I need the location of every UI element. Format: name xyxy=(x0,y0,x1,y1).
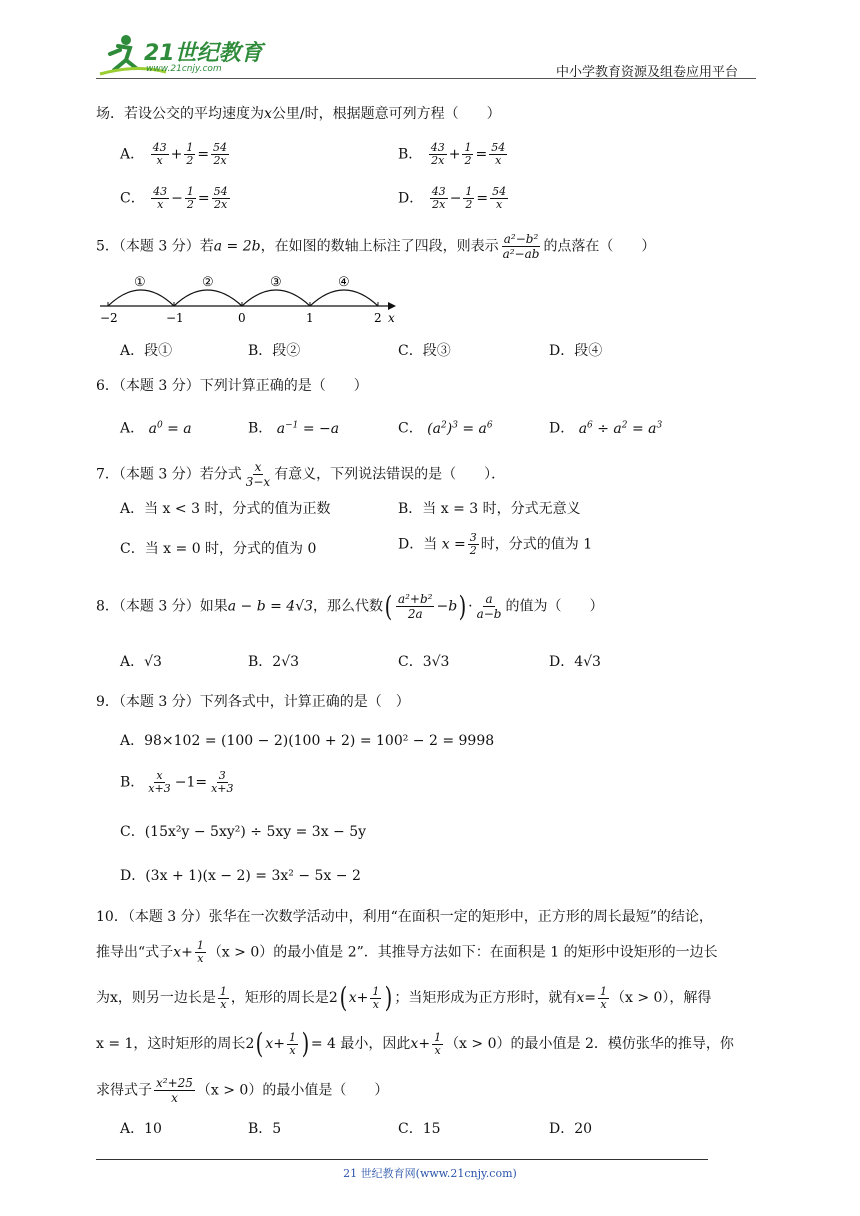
q10-option-a[interactable]: A．10 xyxy=(120,1121,162,1137)
number-line-diagram xyxy=(96,268,406,328)
q9-option-a[interactable]: A．98×102 = (100 − 2)(100 + 2) = 100² − 2 = 9998 xyxy=(120,733,495,749)
segment-4-label: ④ xyxy=(338,275,350,290)
segment-3-label: ③ xyxy=(270,275,282,290)
footer-text[interactable]: 21 世纪教育网(www.21cnjy.com) xyxy=(343,1167,517,1180)
site-logo xyxy=(96,30,266,80)
q5-option-c[interactable]: C．段③ xyxy=(398,343,451,359)
logo-url: www.21cnjy.com xyxy=(146,64,222,74)
q5-option-b[interactable]: B．段② xyxy=(248,343,301,359)
q10-line-5: 求得式子 $\frac{\text{x²+25}}{x}$ （x > 0）的最小值是（ ） xyxy=(96,1076,389,1105)
q6-stem: 6．（本题 3 分）下列计算正确的是（ ） xyxy=(96,378,368,394)
q4-stem: 场．若设公交的平均速度为x公里/时，根据题意可列方程（ ） xyxy=(96,106,501,122)
q7-option-a[interactable]: A．当 x < 3 时，分式的值为正数 xyxy=(120,501,331,517)
tick-label: 1 xyxy=(306,311,314,325)
q4-option-b[interactable]: B． $\frac{43}{2x}$ + $\frac{1}{2}$ = $\frac{54}{x}$ xyxy=(398,141,506,167)
tick-label: 0 xyxy=(238,311,246,325)
footer-divider xyxy=(96,1159,708,1160)
q8-option-c[interactable]: C．3√3 xyxy=(398,654,450,670)
q6-option-a[interactable]: A． $a^0 = a$ xyxy=(120,420,192,437)
q9-option-c[interactable]: C．(15x²y − 5xy²) ÷ 5xy = 3x − 5y xyxy=(120,824,367,840)
segment-2-label: ② xyxy=(202,275,214,290)
q6-option-c[interactable]: C． $(a^2)^3 = a^6$ xyxy=(398,420,493,437)
q6-option-b[interactable]: B． $a^{-1} = -a$ xyxy=(248,420,340,437)
tick-label: 2 xyxy=(374,311,382,325)
header-divider xyxy=(96,78,756,79)
q7-option-c[interactable]: C．当 x = 0 时，分式的值为 0 xyxy=(120,541,317,557)
q7-option-d[interactable]: D．当 x = $\frac{3}{2}$ 时，分式的值为 1 xyxy=(398,531,593,557)
q7-stem: 7．（本题 3 分）若分式 $\frac{x}{3-x}$ 有意义，下列说法错误的是（ ）． xyxy=(96,460,506,489)
q10-option-d[interactable]: D．20 xyxy=(549,1121,593,1137)
q10-option-c[interactable]: C．15 xyxy=(398,1121,441,1137)
segment-1-label: ① xyxy=(134,275,146,290)
q9-option-d[interactable]: D．(3x + 1)(x − 2) = 3x² − 5x − 2 xyxy=(120,868,361,884)
logo-text: 21世纪教育 xyxy=(144,41,263,66)
q4-option-a[interactable]: A． $\frac{43}{x}$ + $\frac{1}{2}$ = $\frac{54}{2x}$ xyxy=(120,141,228,167)
q10-line-1: 10．（本题 3 分）张华在一次数学活动中，利用“在面积一定的矩形中，正方形的周长最短”的结论， xyxy=(96,909,713,925)
tick-label: −2 xyxy=(100,311,118,325)
q5-option-a[interactable]: A．段① xyxy=(120,343,173,359)
q8-option-a[interactable]: A．√3 xyxy=(120,654,162,670)
q10-line-3: 为x，则另一边长是 $\frac{1}{x}$ ，矩形的周长是2( x+ $\frac{1}{x}$ ) ；当矩形成为正方形时，就有x= $\frac{1}{x}$ （x > 0），解得 xyxy=(96,981,712,1014)
axis-variable: x xyxy=(388,311,395,325)
q4-option-c[interactable]: C． $\frac{43}{x}$ − $\frac{1}{2}$ = $\frac{54}{2x}$ xyxy=(120,185,228,211)
header-tagline: 中小学教育资源及组卷应用平台 xyxy=(556,65,739,80)
q5-option-d[interactable]: D．段④ xyxy=(549,343,603,359)
q8-stem: 8．（本题 3 分）如果a − b = 4√3，那么代数( $\frac{\text{a²+b²}}{2a}$ −b) · $\frac{a}{a-b}$ 的值为（ ） xyxy=(96,589,604,623)
q8-option-d[interactable]: D．4√3 xyxy=(549,654,601,670)
q5-stem: 5．（本题 3 分）若a = 2b，在如图的数轴上标注了四段，则表示 $\frac{\text{a²−b²}}{\text{a²−ab}}$ 的点落在（ ） xyxy=(96,232,656,261)
tick-label: −1 xyxy=(166,311,184,325)
q9-stem: 9．（本题 3 分）下列各式中，计算正确的是（ ） xyxy=(96,694,410,710)
q9-option-b[interactable]: B． $\frac{x}{x+3}$ −1= $\frac{3}{x+3}$ xyxy=(120,769,234,795)
q10-option-b[interactable]: B．5 xyxy=(248,1121,282,1137)
q8-option-b[interactable]: B．2√3 xyxy=(248,654,300,670)
q10-line-4: x = 1，这时矩形的周长2( x+ $\frac{1}{x}$ ) = 4 最小，因此x+ $\frac{1}{x}$ （x > 0）的最小值是 2．模仿张华的推导，你 xyxy=(96,1027,734,1060)
q7-option-b[interactable]: B．当 x = 3 时，分式无意义 xyxy=(398,501,581,517)
q4-option-d[interactable]: D． $\frac{43}{2x}$ − $\frac{1}{2}$ = $\frac{54}{x}$ xyxy=(398,185,507,211)
q6-option-d[interactable]: D． $a^6 \div a^2 = a^3$ xyxy=(549,420,663,437)
q10-line-2: 推导出“式子x+ $\frac{1}{x}$ （x > 0）的最小值是 2”．其推导方法如下：在面积是 1 的矩形中设矩形的一边长 xyxy=(96,939,718,965)
